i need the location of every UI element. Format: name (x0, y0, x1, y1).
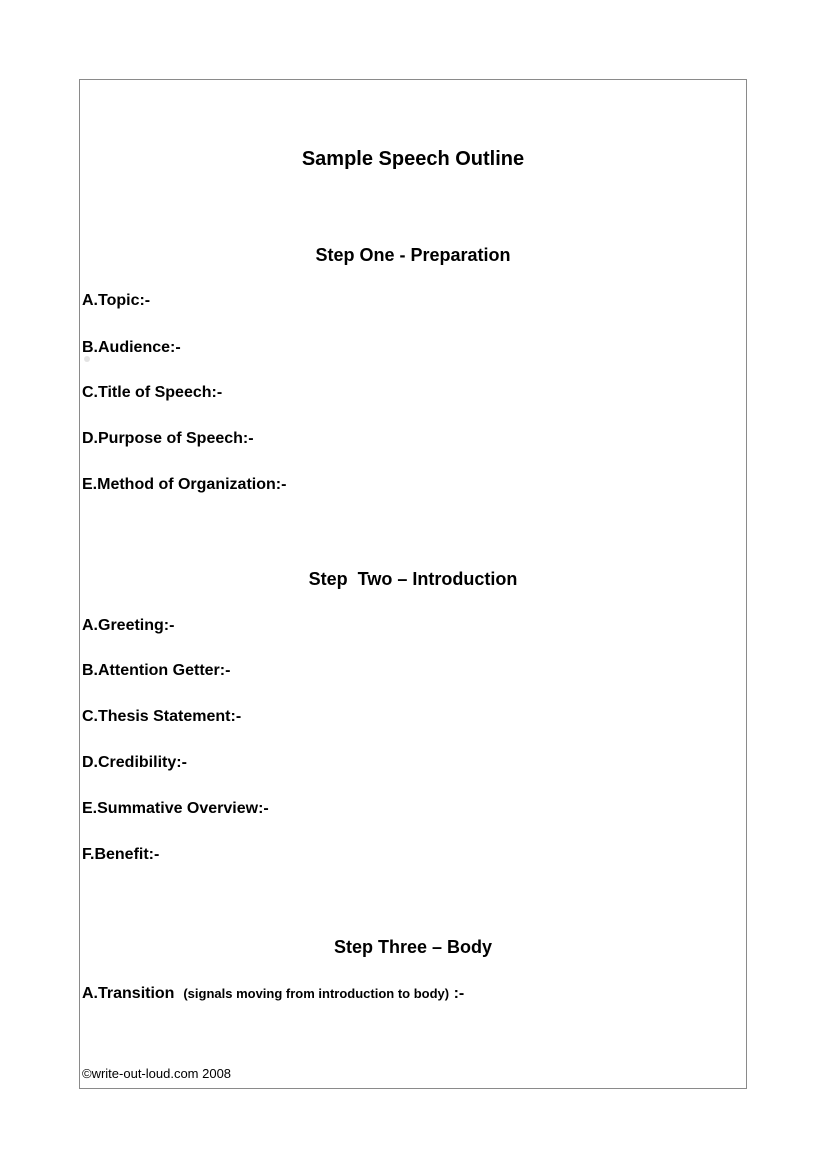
outline-item-title-of-speech: C.Title of Speech:- (82, 384, 223, 401)
step-one-heading: Step One - Preparation (315, 245, 511, 265)
outline-item-credibility: D.Credibility:- (82, 754, 187, 771)
outline-item-audience: B.Audience:- (82, 339, 181, 356)
outline-item-summative-overview: E.Summative Overview:- (82, 800, 269, 817)
copyright-footer: ©write-out-loud.com 2008 (82, 1066, 232, 1081)
outline-item-topic: A.Topic:- (82, 292, 151, 309)
outline-item-benefit: F.Benefit:- (82, 846, 160, 863)
outline-item-purpose-of-speech: D.Purpose of Speech:- (82, 430, 254, 447)
document-title: Sample Speech Outline (301, 148, 525, 170)
step-two-heading: Step Two – Introduction (308, 569, 518, 589)
outline-item-transition (82, 984, 464, 1004)
step-three-heading: Step Three – Body (333, 937, 493, 957)
transition-note: (signals moving from introduction to body) (183, 986, 450, 1001)
outline-item-greeting: A.Greeting:- (82, 617, 175, 634)
outline-item-attention-getter: B.Attention Getter:- (82, 662, 231, 679)
transition-label: A.Transition (82, 985, 175, 1002)
scan-speck (84, 356, 90, 362)
outline-item-method-of-organization: E.Method of Organization:- (82, 476, 287, 493)
transition-suffix: :- (453, 985, 465, 1002)
outline-item-thesis-statement: C.Thesis Statement:- (82, 708, 242, 725)
